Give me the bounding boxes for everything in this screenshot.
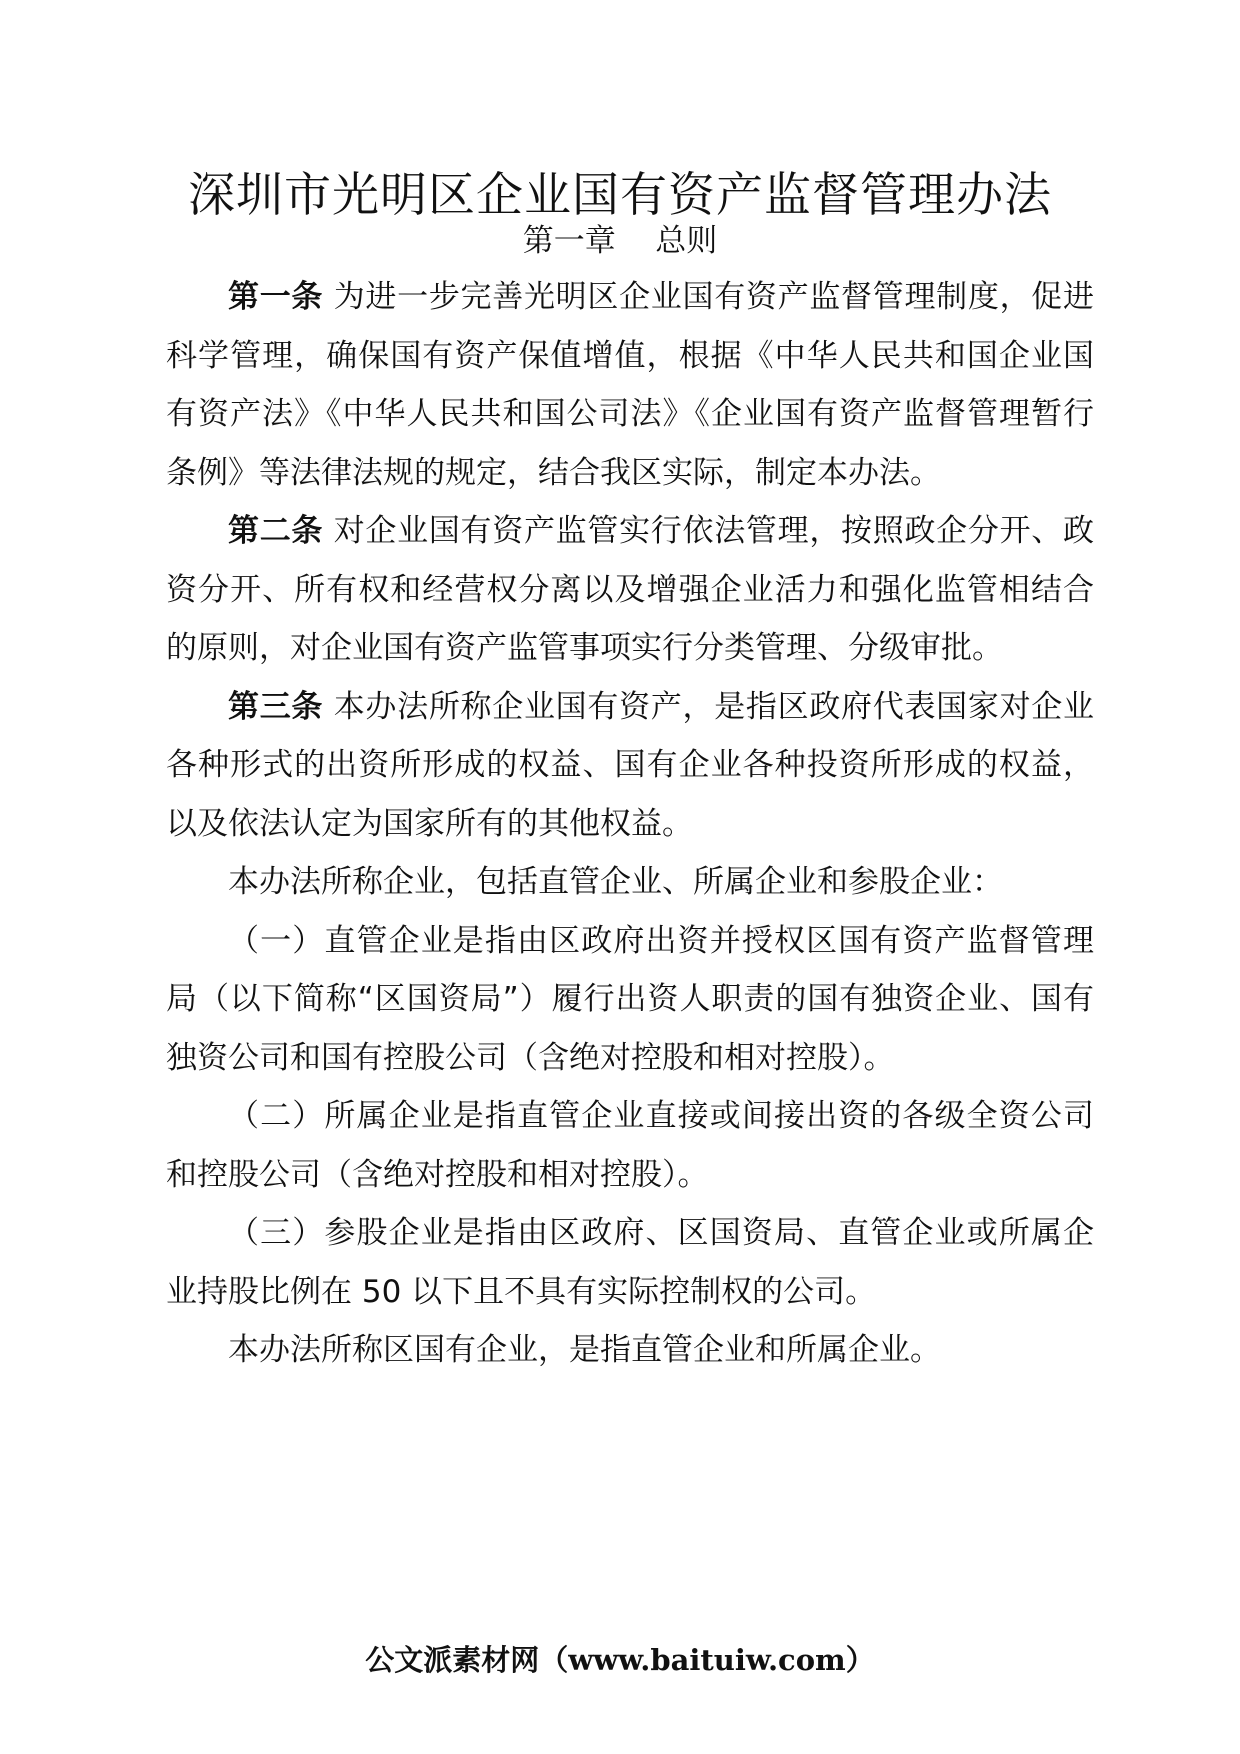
chapter-heading: 第一章 总则 [522,223,718,259]
paragraph-text: （三）参股企业是指由区政府、区国资局、直管企业或所属企业持股比例在 50 以下且不具有实际控制权的公司。 [166,1215,1094,1310]
paragraph-text: 对企业国有资产监管实行依法管理，按照政企分开、政资分开、所有权和经营权分离以及增强企业活力和强化监管相结合的原则，对企业国有资产监管事项实行分类管理、分级审批。 [166,513,1095,666]
article-3-paragraph [166,678,1094,854]
paragraph-text: （一）直管企业是指由区政府出资并授权区国有资产监督管理局（以下简称“区国资局”）履行出资人职责的国有独资企业、国有独资公司和国有控股公司（含绝对控股和相对控股）。 [166,922,1094,1076]
paragraph-text: 为进一步完善光明区企业国有资产监督管理制度，促进科学管理，确保国有资产保值增值，根据《中华人民共和国企业国有资产法》《中华人民共和国公司法》《企业国有资产监督管理暂行条例》等法律法规的规定，结合我区实际，制定本办法。 [166,279,1095,491]
article-label: 第一条 [228,279,324,315]
article-label: 第二条 [228,513,324,549]
footer-source: 公文派素材网（www.baituiw.com） [365,1643,875,1677]
state-enterprise-definition-paragraph [166,1321,1094,1380]
document-title: 深圳市光明区企业国有资产监督管理办法 [188,168,1052,223]
paragraph-text: （二）所属企业是指直管企业直接或间接出资的各级全资公司和控股公司（含绝对控股和相对控股）。 [166,1098,1094,1193]
article-label: 第三条 [228,688,324,725]
article-2-paragraph [166,502,1094,678]
enterprise-scope-paragraph [166,853,1094,912]
paragraph-text: 本办法所称企业，包括直管企业、所属企业和参股企业： [228,864,1003,900]
paragraph-text: 本办法所称区国有企业，是指直管企业和所属企业。 [228,1332,941,1368]
article-1-paragraph [166,268,1094,502]
list-item-subsidiary-enterprise [166,1087,1094,1204]
list-item-equity-participation [166,1204,1094,1321]
paragraph-text: 本办法所称企业国有资产，是指区政府代表国家对企业各种形式的出资所形成的权益、国有企业各种投资所形成的权益，以及依法认定为国家所有的其他权益。 [166,688,1095,842]
document-body [166,268,1094,1380]
list-item-direct-enterprise [166,912,1094,1088]
